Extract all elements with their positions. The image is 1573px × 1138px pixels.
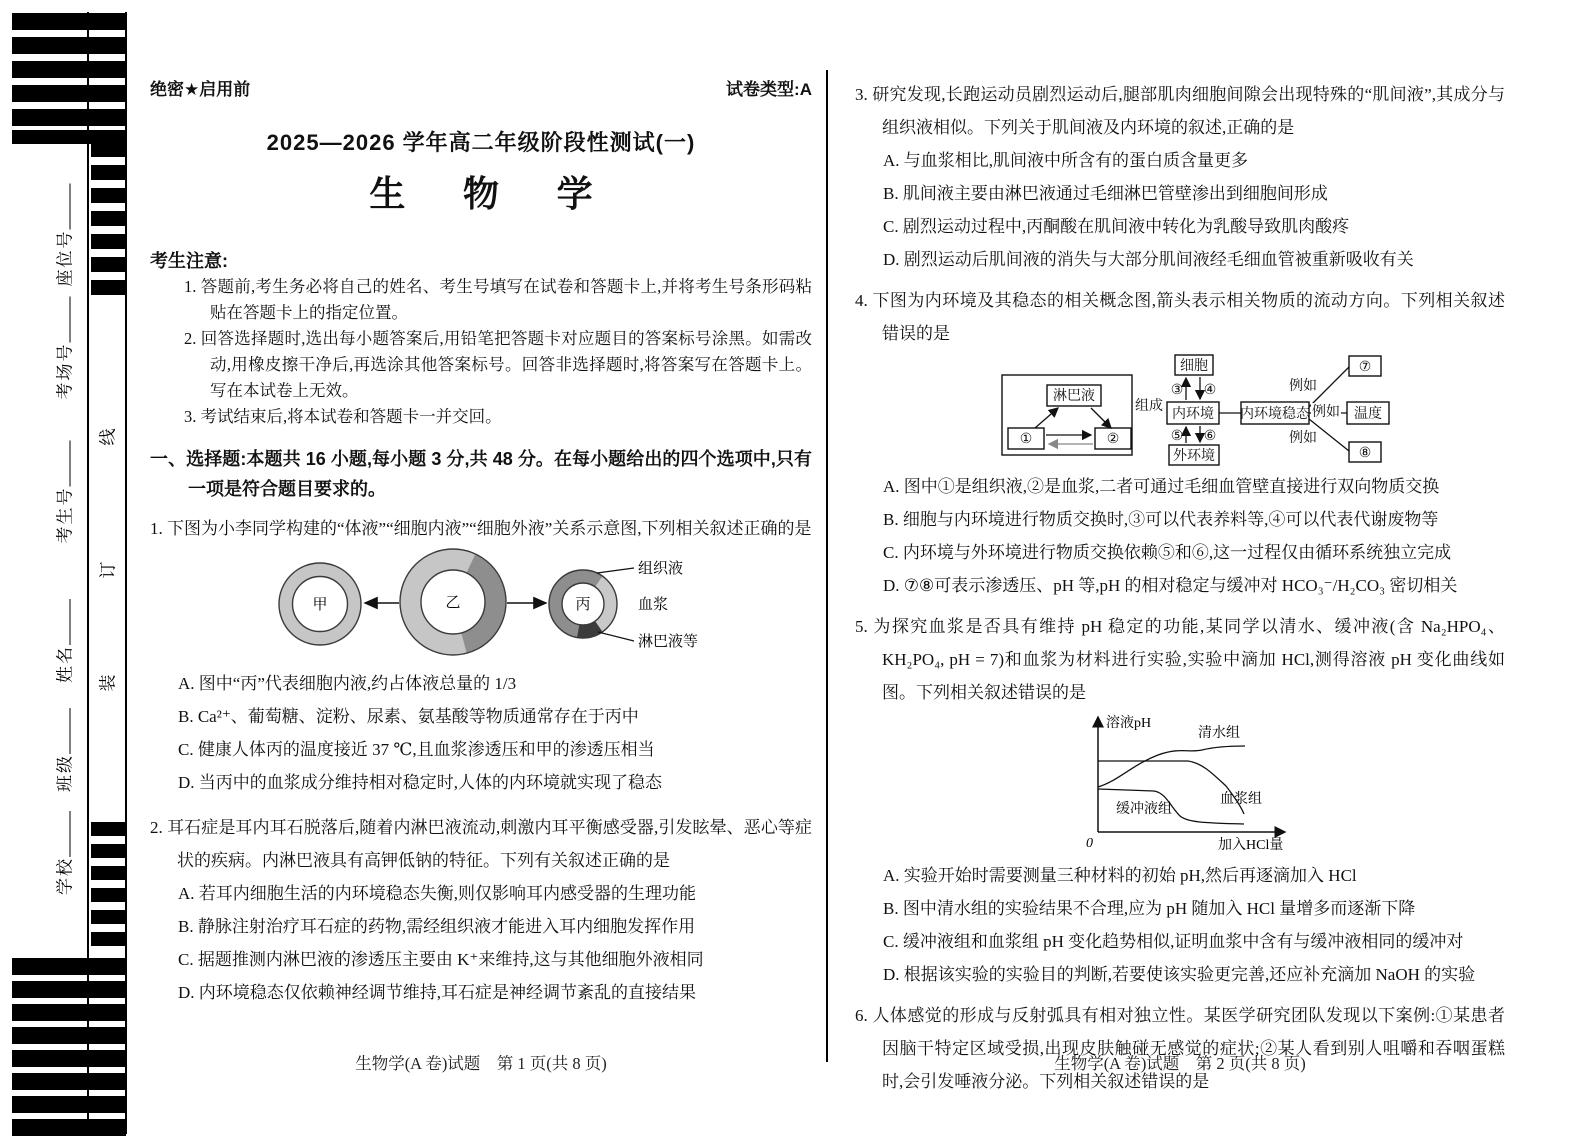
blank-line: [53, 811, 71, 857]
question-stem: 4. 下图为内环境及其稳态的相关概念图,箭头表示相关物质的流动方向。下列相关叙述错误的是: [855, 291, 1505, 343]
page-divider-line: [826, 70, 828, 1062]
question-option: D. 剧烈运动后肌间液的消失与大部分肌间液经毛细血管被重新吸收有关: [883, 250, 1414, 269]
page-1: [150, 78, 812, 1009]
figure-body-fluid-diagram: [150, 545, 812, 667]
binding-char-ding: 订: [98, 561, 118, 579]
page-2-footer: 生物学(A 卷)试题 第 2 页(共 8 页): [1054, 1054, 1306, 1073]
lymph-label: 淋巴液: [1053, 389, 1095, 404]
question-stem: 2. 耳石症是耳内耳石脱落后,随着内淋巴液流动,刺激内耳平衡感受器,引发眩晕、恶心等症状的疾病。内淋巴液具有高钾低钠的特征。下列有关叙述正确的是: [150, 818, 812, 870]
field-label: 考场号: [55, 342, 75, 400]
arrow4-label: ④: [1203, 383, 1217, 398]
question-option: A. 与血浆相比,肌间液中所含有的蛋白质含量更多: [883, 151, 1249, 170]
seal-line-inner: [87, 12, 89, 1134]
blank-line: [53, 708, 71, 754]
question-4: [855, 284, 1505, 602]
eg-label-top: 例如: [1289, 379, 1317, 394]
question-stem: 3. 研究发现,长跑运动员剧烈运动后,腿部肌肉细胞间隙会出现特殊的“肌间液”,其成分与组织液相似。下列关于肌间液及内环境的叙述,正确的是: [855, 85, 1505, 137]
question-option: C. 健康人体丙的温度接近 37 ℃,且血浆渗透压和甲的渗透压相当: [178, 740, 655, 759]
page-2: [855, 78, 1505, 1098]
bar: [91, 165, 125, 180]
figure-concept-map: [855, 350, 1505, 470]
figure-ph-chart: [1080, 709, 1340, 859]
curve-label-plasma: 血浆组: [1220, 792, 1262, 807]
security-label: 绝密★启用前: [150, 80, 251, 99]
question-stem: 1. 下图为小李同学构建的“体液”“细胞内液”“细胞外液”关系示意图,下列相关叙述正确的是: [150, 519, 812, 538]
curve-label-clear-water: 清水组: [1198, 726, 1240, 741]
bar: [91, 866, 125, 880]
field-label: 学校: [55, 857, 75, 895]
node7-label: ⑦: [1358, 360, 1372, 375]
page-header: [150, 78, 812, 102]
curve-clear-water: [1098, 746, 1245, 787]
binding-char-zhuang: 装: [98, 674, 118, 692]
bar: [12, 13, 126, 30]
blank-line: [53, 184, 71, 230]
arrow5-label: ⑤: [1170, 429, 1184, 444]
question-option: B. 图中清水组的实验结果不合理,应为 pH 随加入 HCl 量增多而逐渐下降: [883, 899, 1416, 918]
bar: [91, 211, 125, 226]
bar: [91, 142, 125, 157]
question-option: A. 实验开始时需要测量三种材料的初始 pH,然后再逐滴加入 HCl: [883, 866, 1357, 885]
question-6: [855, 999, 1505, 1098]
ring-label: 甲: [312, 597, 328, 613]
bar: [12, 981, 126, 998]
margin-field-school: [51, 811, 76, 895]
seal-line-outer: [125, 12, 127, 1134]
arrow-1-to-lymph: [1035, 408, 1058, 428]
origin-label: 0: [1086, 836, 1093, 851]
blank-line: [53, 599, 71, 645]
ring-label: 丙: [575, 597, 591, 613]
question-option: A. 若耳内细胞生活的内环境稳态失衡,则仅影响耳内感受器的生理功能: [178, 884, 697, 903]
bar: [12, 1096, 126, 1113]
cell-label: 细胞: [1180, 359, 1208, 374]
question-option: C. 据题推测内淋巴液的渗透压主要由 K⁺来维持,这与其他细胞外液相同: [178, 950, 704, 969]
eg-label-mid: 例如: [1312, 405, 1340, 420]
question-option: A. 图中“丙”代表细胞内液,约占体液总量的 1/3: [178, 674, 517, 693]
question-option: D. 当丙中的血浆成分维持相对稳定时,人体的内环境就实现了稳态: [178, 773, 663, 792]
blank-line: [53, 297, 71, 343]
field-label: 座位号: [55, 229, 75, 287]
bar: [12, 85, 126, 102]
subject-title: 生物学: [369, 173, 651, 214]
external-env-label: 外环境: [1173, 449, 1215, 464]
bar: [91, 234, 125, 249]
curve-label-buffer: 缓冲液组: [1116, 802, 1172, 817]
notice-heading: 考生注意:: [150, 251, 228, 271]
exam-title: 2025—2026 学年高二年级阶段性测试(一): [266, 130, 696, 155]
eg-label-bottom: 例如: [1289, 431, 1317, 446]
margin-field-name: [51, 599, 76, 683]
blank-line: [53, 441, 71, 487]
ring-yi: [400, 549, 506, 655]
question-option: B. Ca²⁺、葡萄糖、淀粉、尿素、氨基酸等物质通常存在于丙中: [178, 707, 639, 726]
ring-jia: [279, 563, 361, 645]
homeostasis-label: 内环境稳态: [1240, 407, 1310, 422]
node2-label: ②: [1106, 432, 1120, 447]
question-stem: 6. 人体感觉的形成与反射弧具有相对独立性。某医学研究团队发现以下案例:①某患者因脑干特定区域受损,出现皮肤触碰无感觉的症状;②某人看到别人咀嚼和吞咽蛋糕时,会引发唾液分泌。下列相关叙述错误的是: [855, 1006, 1505, 1091]
leader-line: [597, 568, 634, 573]
bar: [12, 1050, 126, 1067]
question-option: B. 肌间液主要由淋巴液通过毛细淋巴管壁渗出到细胞间形成: [883, 184, 1328, 203]
compose-label: 组成: [1135, 399, 1163, 414]
bar: [91, 888, 125, 902]
question-option: B. 细胞与内环境进行物质交换时,③可以代表养料等,④可以代表代谢废物等: [883, 510, 1439, 529]
question-2: [150, 811, 812, 1009]
arrow-lymph-to-2: [1091, 408, 1111, 428]
legend-label-plasma: 血浆: [638, 597, 669, 613]
bar: [91, 844, 125, 858]
leader-line: [598, 632, 634, 641]
notice-item: 1. 答题前,考生务必将自己的姓名、考生号填写在试卷和答题卡上,并将考生号条形码粘贴在答题卡上的指定位置。: [184, 277, 812, 322]
question-option: D. ⑦⑧可表示渗透压、pH 等,pH 的相对稳定与缓冲对 HCO₃⁻/H₂CO₃ 密切相关: [883, 576, 1458, 595]
node8-label: ⑧: [1358, 446, 1372, 461]
question-option: A. 图中①是组织液,②是血浆,二者可通过毛细血管壁直接进行双向物质交换: [883, 477, 1440, 496]
question-option: C. 缓冲液组和血浆组 pH 变化趋势相似,证明血浆中含有与缓冲液相同的缓冲对: [883, 932, 1464, 951]
margin-field-class: [51, 708, 76, 792]
paper-type-label: 试卷类型:A: [726, 80, 812, 99]
question-option: D. 内环境稳态仅依赖神经调节维持,耳石症是神经调节紊乱的直接结果: [178, 983, 697, 1002]
internal-env-label: 内环境: [1172, 407, 1214, 422]
bar: [12, 958, 126, 975]
field-label: 考生号: [55, 486, 75, 544]
field-label: 班级: [55, 754, 75, 792]
bar: [91, 188, 125, 203]
bar: [91, 257, 125, 272]
bar: [12, 109, 126, 126]
legend-label-tissue-fluid: 组织液: [638, 561, 684, 577]
binding-char-line: 线: [98, 428, 118, 446]
bar: [12, 1027, 126, 1044]
page-1-footer: 生物学(A 卷)试题 第 1 页(共 8 页): [355, 1054, 607, 1073]
question-5: [855, 610, 1505, 991]
bar: [91, 910, 125, 924]
section-header: 一、选择题:本题共 16 小题,每小题 3 分,共 48 分。在每小题给出的四个选项中,只有一项是符合题目要求的。: [150, 449, 812, 499]
bar: [12, 61, 126, 78]
bar: [12, 1004, 126, 1021]
question-1: [150, 512, 812, 799]
arrow6-label: ⑥: [1203, 429, 1217, 444]
bar: [91, 280, 125, 295]
margin-field-seat-number: [51, 184, 76, 287]
question-option: C. 剧烈运动过程中,丙酮酸在肌间液中转化为乳酸导致肌肉酸疼: [883, 217, 1350, 236]
x-axis-label: 加入HCl量: [1218, 838, 1284, 853]
bar: [12, 37, 126, 54]
notice-item: 2. 回答选择题时,选出每小题答案后,用铅笔把答题卡对应题目的答案标号涂黑。如需改动,用橡皮擦干净后,再选涂其他答案标号。回答非选择题时,将答案写在答题卡上。写在本试卷上无效。: [184, 329, 812, 400]
question-option: C. 内环境与外环境进行物质交换依赖⑤和⑥,这一过程仅由循环系统独立完成: [883, 543, 1452, 562]
bar: [91, 822, 125, 836]
bar: [12, 1119, 126, 1136]
margin-field-room-number: [51, 297, 76, 400]
question-option: D. 根据该实验的实验目的判断,若要使该实验更完善,还应补充滴加 NaOH 的实验: [883, 965, 1476, 984]
ring-bing: [549, 570, 617, 638]
margin-field-candidate-number: [51, 441, 76, 544]
question-option: B. 静脉注射治疗耳石症的药物,需经组织液才能进入耳内细胞发挥作用: [178, 917, 696, 936]
bar: [91, 932, 125, 946]
node1-label: ①: [1019, 432, 1033, 447]
bar: [12, 1073, 126, 1090]
legend-label-lymph: 淋巴液等: [638, 634, 699, 650]
question-3: [855, 78, 1505, 276]
ring-label: 乙: [445, 595, 461, 611]
arrow3-label: ③: [1170, 383, 1184, 398]
field-label: 姓名: [55, 645, 75, 683]
temperature-label: 温度: [1354, 407, 1382, 422]
y-axis-label: 溶液pH: [1106, 716, 1152, 731]
notice-item: 3. 考试结束后,将本试卷和答题卡一并交回。: [184, 407, 502, 426]
question-stem: 5. 为探究血浆是否具有维持 pH 稳定的功能,某同学以清水、缓冲液(含 Na₂HPO₄、KH₂PO₄, pH = 7)和血浆为材料进行实验,实验中滴加 HCl,测得溶液 pH 变化曲线如图。下列相关叙述错误的是: [855, 617, 1505, 702]
